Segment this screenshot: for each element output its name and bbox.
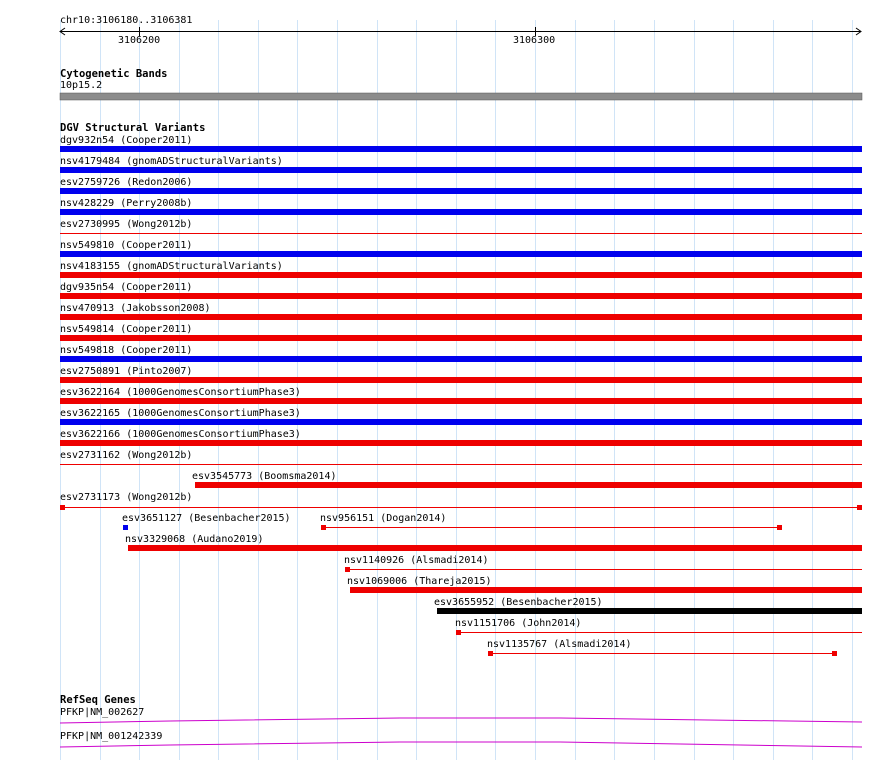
cytoband-band-10p15.2 bbox=[60, 93, 862, 100]
dgv-variant-label[interactable]: nsv1069006 (Thareja2015) bbox=[347, 576, 492, 587]
refseq-gene-label[interactable]: PFKP|NM_002627 bbox=[60, 707, 145, 718]
dgv-variant-label[interactable]: nsv549818 (Cooper2011) bbox=[60, 345, 193, 356]
dgv-variant-label[interactable]: nsv470913 (Jakobsson2008) bbox=[60, 303, 211, 314]
dgv-variant-label[interactable]: esv2731162 (Wong2012b) bbox=[60, 450, 193, 461]
dgv-variant-glyph bbox=[60, 356, 862, 362]
dgv-variant-start-marker bbox=[60, 505, 65, 510]
dgv-variant-label[interactable]: dgv935n54 (Cooper2011) bbox=[60, 282, 193, 293]
dgv-variant-glyph bbox=[60, 314, 862, 320]
dgv-variant-start-marker bbox=[488, 651, 493, 656]
dgv-variant-glyph bbox=[60, 440, 862, 446]
dgv-variant-label[interactable]: nsv1140926 (Alsmadi2014) bbox=[344, 555, 489, 566]
dgv-variant-label[interactable]: nsv4179484 (gnomADStructuralVariants) bbox=[60, 156, 283, 167]
dgv-variant-glyph bbox=[60, 251, 862, 257]
dgv-variant-label[interactable]: esv3622165 (1000GenomesConsortiumPhase3) bbox=[60, 408, 301, 419]
dgv-variant-glyph bbox=[60, 335, 862, 341]
dgv-variant-glyph bbox=[350, 587, 862, 593]
dgv-variant-label[interactable]: nsv3329068 (Audano2019) bbox=[125, 534, 264, 545]
refseq-gene-label[interactable]: PFKP|NM_001242339 bbox=[60, 731, 163, 742]
dgv-variant-start-marker bbox=[321, 525, 326, 530]
dgv-variant-glyph bbox=[60, 167, 862, 173]
dgv-variant-label[interactable]: esv3655952 (Besenbacher2015) bbox=[434, 597, 603, 608]
dgv-variant-label[interactable]: nsv1151706 (John2014) bbox=[455, 618, 582, 629]
dgv-variant-label[interactable]: esv2750891 (Pinto2007) bbox=[60, 366, 193, 377]
dgv-variant-label[interactable]: esv2731173 (Wong2012b) bbox=[60, 492, 193, 503]
dgv-variant-label[interactable]: esv3622166 (1000GenomesConsortiumPhase3) bbox=[60, 429, 301, 440]
dgv-variant-glyph bbox=[60, 377, 862, 383]
dgv-variant-glyph bbox=[123, 525, 128, 530]
dgv-variant-label[interactable]: nsv4183155 (gnomADStructuralVariants) bbox=[60, 261, 283, 272]
dgv-variant-end-marker bbox=[857, 505, 862, 510]
dgv-variant-glyph bbox=[195, 482, 862, 488]
dgv-variant-glyph bbox=[60, 272, 862, 278]
refseq-track-title: RefSeq Genes bbox=[60, 694, 136, 706]
refseq-gene-line bbox=[60, 742, 862, 747]
dgv-variant-glyph bbox=[60, 398, 862, 404]
cytoband-label: 10p15.2 bbox=[60, 80, 103, 91]
dgv-variant-end-marker bbox=[832, 651, 837, 656]
dgv-variant-label[interactable]: esv3622164 (1000GenomesConsortiumPhase3) bbox=[60, 387, 301, 398]
ruler-tick-label-3106200: 3106200 bbox=[118, 35, 161, 46]
dgv-variant-start-marker bbox=[345, 567, 350, 572]
dgv-variant-label[interactable]: esv2759726 (Redon2006) bbox=[60, 177, 193, 188]
dgv-variant-label[interactable]: esv2730995 (Wong2012b) bbox=[60, 219, 193, 230]
dgv-variant-glyph bbox=[60, 188, 862, 194]
dgv-variant-glyph bbox=[60, 293, 862, 299]
cytoband-track-title: Cytogenetic Bands bbox=[60, 68, 168, 80]
dgv-variant-glyph bbox=[437, 608, 862, 614]
dgv-variant-label[interactable]: nsv1135767 (Alsmadi2014) bbox=[487, 639, 632, 650]
dgv-variant-glyph bbox=[60, 146, 862, 152]
dgv-variant-start-marker bbox=[456, 630, 461, 635]
dgv-variant-label[interactable]: nsv549814 (Cooper2011) bbox=[60, 324, 193, 335]
dgv-variant-label[interactable]: esv3651127 (Besenbacher2015) bbox=[122, 513, 291, 524]
dgv-variant-glyph bbox=[128, 545, 862, 551]
ruler-tick-label-3106300: 3106300 bbox=[513, 35, 556, 46]
dgv-variant-label[interactable]: nsv956151 (Dogan2014) bbox=[320, 513, 447, 524]
dgv-variant-label[interactable]: nsv549810 (Cooper2011) bbox=[60, 240, 193, 251]
refseq-gene-line bbox=[60, 718, 862, 723]
dgv-variant-end-marker bbox=[777, 525, 782, 530]
dgv-variant-glyph bbox=[60, 209, 862, 215]
dgv-variant-glyph bbox=[60, 419, 862, 425]
dgv-track-title: DGV Structural Variants bbox=[60, 122, 206, 134]
dgv-variant-label[interactable]: esv3545773 (Boomsma2014) bbox=[192, 471, 337, 482]
dgv-variant-label[interactable]: nsv428229 (Perry2008b) bbox=[60, 198, 193, 209]
dgv-variant-label[interactable]: dgv932n54 (Cooper2011) bbox=[60, 135, 193, 146]
ruler-range-label: chr10:3106180..3106381 bbox=[60, 15, 193, 26]
